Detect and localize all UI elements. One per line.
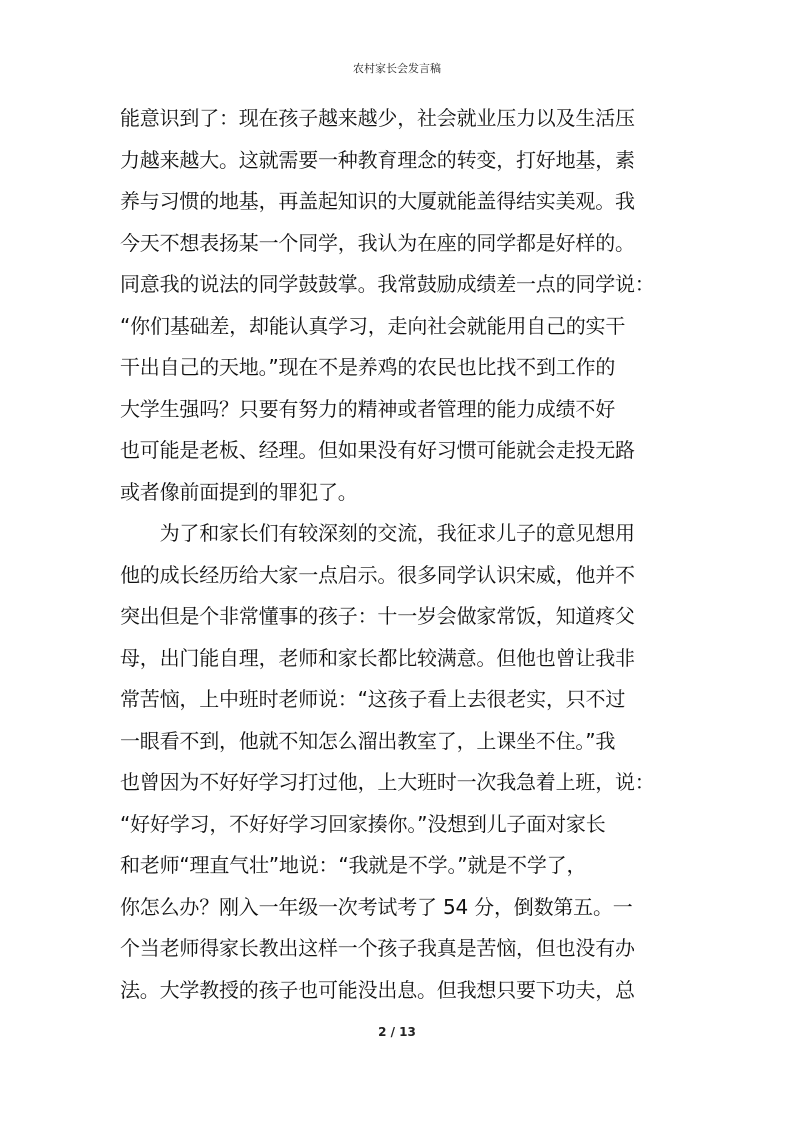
body-line: 和老师“理直气壮”地说：“我就是不学。”就是不学了， [120,853,587,877]
body-line: 一眼看不到，他就不知怎么溜出教室了，上课坐不住。”我 [120,728,616,753]
body-line: 同意我的说法的同学鼓鼓掌。我常鼓励成绩差一点的同学说： [120,272,655,296]
body-line: 常苦恼，上中班时老师说：“这孩子看上去很老实，只不过 [120,687,626,711]
body-line: 或者像前面提到的罪犯了。 [120,479,358,504]
body-line: 你怎么办？刚入一年级一次考试考了 54 分，倒数第五。一 [120,894,633,919]
page-header-title: 农村家长会发言稿 [353,62,441,75]
body-line: 突出但是个非常懂事的孩子：十一岁会做家常饭，知道疼父 [120,604,635,628]
body-line: 他的成长经历给大家一点启示。很多同学认识宋威，他并不 [120,562,635,587]
body-line: 母，出门能自理，老师和家长都比较满意。但他也曾让我非 [120,645,635,670]
body-line: 今天不想表扬某一个同学，我认为在座的同学都是好样的。 [120,230,635,255]
body-line: 法。大学教授的孩子也可能没出息。但我想只要下功夫，总 [120,977,635,1002]
body-line: “你们基础差，却能认真学习，走向社会就能用自己的实干 [120,313,626,338]
body-line: 也可能是老板、经理。但如果没有好习惯可能就会走投无路 [120,438,635,462]
body-line: 也曾因为不好好学习打过他，上大班时一次我急着上班，说： [120,770,655,794]
document-body [120,100,690,1013]
body-line: “好好学习，不好好学习回家揍你。”没想到儿子面对家长 [120,811,606,836]
body-line: 大学生强吗？只要有努力的精神或者管理的能力成绩不好 [120,396,615,421]
page-number-indicator: 2 / 13 [378,1025,416,1039]
body-line: 个当老师得家长教出这样一个孩子我真是苦恼，但也没有办 [120,936,635,960]
body-line: 能意识到了：现在孩子越来越少，社会就业压力以及生活压 [120,106,635,130]
body-line: 为了和家长们有较深刻的交流，我征求儿子的意见想用 [120,521,635,545]
body-line: 养与习惯的地基，再盖起知识的大厦就能盖得结实美观。我 [120,189,635,213]
body-line: 干出自己的天地。”现在不是养鸡的农民也比找不到工作的 [120,355,616,379]
body-line: 力越来越大。这就需要一种教育理念的转变，打好地基，素 [120,147,635,172]
